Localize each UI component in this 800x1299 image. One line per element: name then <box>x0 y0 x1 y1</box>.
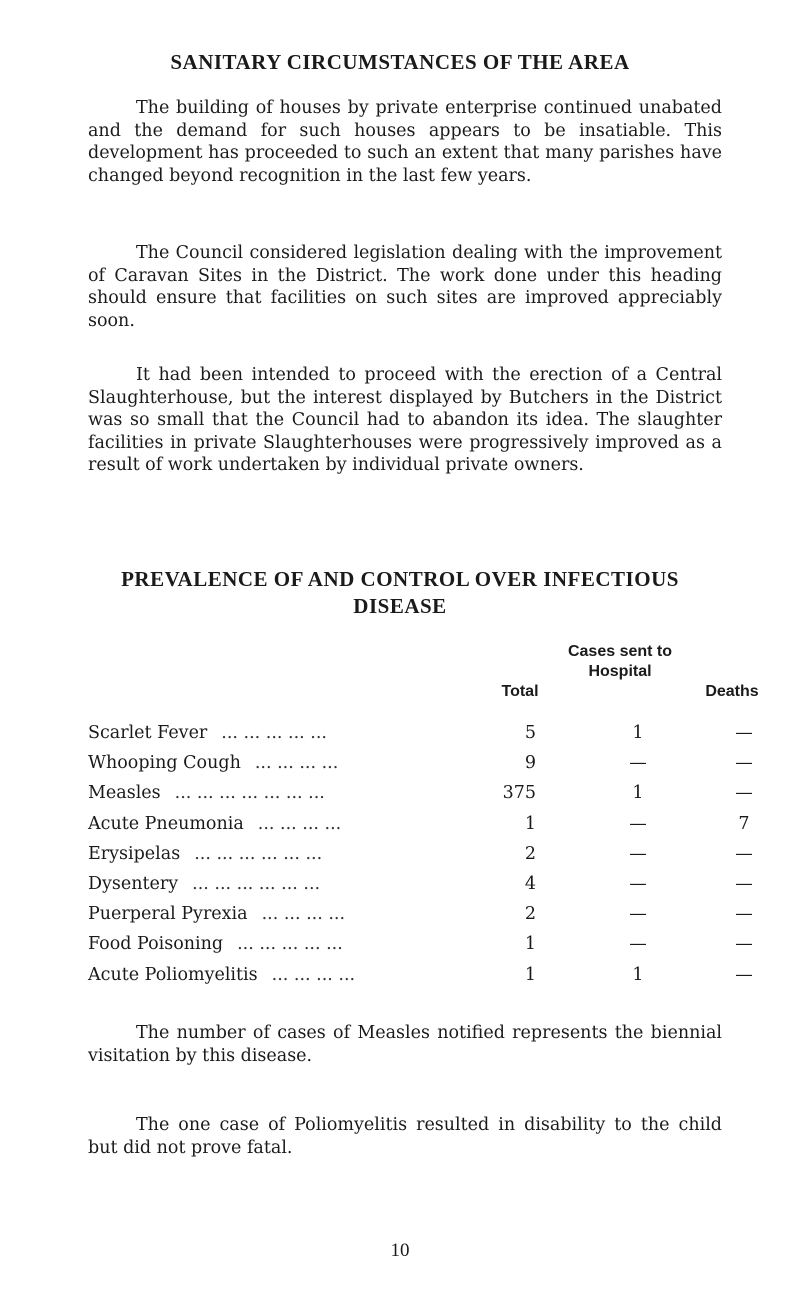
cell-total: 2 <box>524 843 536 864</box>
column-header-total: Total <box>501 683 539 700</box>
disease-name: Acute Poliomyelitis <box>88 964 258 985</box>
paragraph-measles-note: The number of cases of Measles notified represents the biennial visitation by this disease. <box>88 1023 722 1066</box>
section-heading-infectious-line1: PREVALENCE OF AND CONTROL OVER INFECTIOUS <box>121 567 679 591</box>
cell-hospital: — <box>629 843 647 864</box>
cell-hospital: — <box>629 874 647 894</box>
paragraph-caravan-sites: The Council considered legislation dealing with the improvement of Caravan Sites in the District. The work done under this heading should ensure that facilities on such sites are improved appreciably soon. <box>88 243 722 331</box>
cell-hospital: — <box>629 904 647 925</box>
disease-name: Erysipelas <box>88 843 181 864</box>
table-row <box>88 723 788 753</box>
disease-name: Acute Pneumonia <box>88 813 244 834</box>
leader-dots: ... ... ... ... ... ... ... <box>174 783 325 804</box>
section-heading-infectious-line2: DISEASE <box>353 594 447 618</box>
disease-name: Scarlet Fever <box>88 723 208 743</box>
section-heading-sanitary: SANITARY CIRCUMSTANCES OF THE AREA <box>170 50 630 74</box>
cell-total: 9 <box>524 753 536 774</box>
leader-dots: ... ... ... ... ... <box>237 934 343 955</box>
table-row <box>88 934 788 964</box>
disease-name: Measles <box>88 783 161 804</box>
cell-deaths: — <box>735 753 753 774</box>
cell-hospital: 1 <box>632 723 644 743</box>
cell-hospital: 1 <box>632 783 644 804</box>
table-row <box>88 814 788 844</box>
table-row <box>88 904 788 934</box>
cell-deaths: — <box>735 964 753 985</box>
paragraph-building-houses: The building of houses by private enterprise continued unabated and the demand for such houses appears to be insatiable. This development has proceeded to such an extent that many parishes have changed beyond recognition in the last few years. <box>88 98 722 186</box>
cell-deaths: — <box>735 874 753 894</box>
cell-hospital: — <box>629 934 647 955</box>
table-row <box>88 874 788 904</box>
leader-dots: ... ... ... ... <box>261 904 346 925</box>
cell-deaths: 7 <box>738 813 750 834</box>
cell-total: 1 <box>524 964 536 985</box>
disease-name: Food Poisoning <box>88 934 224 955</box>
cell-deaths: — <box>735 934 753 955</box>
leader-dots: ... ... ... ... ... ... <box>192 874 321 894</box>
cell-deaths: — <box>735 723 753 743</box>
cell-hospital: — <box>629 813 647 834</box>
disease-name: Puerperal Pyrexia <box>88 904 248 925</box>
cell-total: 1 <box>524 934 536 955</box>
disease-name: Dysentery <box>88 874 179 894</box>
table-row <box>88 965 788 995</box>
cell-total: 375 <box>502 783 536 804</box>
cell-deaths: — <box>735 843 753 864</box>
cell-total: 5 <box>524 723 536 743</box>
leader-dots: ... ... ... ... ... <box>221 723 327 743</box>
cell-hospital: 1 <box>632 964 644 985</box>
cell-total: 4 <box>524 874 536 894</box>
cell-total: 2 <box>524 904 536 925</box>
cell-total: 1 <box>524 813 536 834</box>
leader-dots: ... ... ... ... <box>254 753 339 774</box>
leader-dots: ... ... ... ... <box>257 813 342 834</box>
cell-deaths: — <box>735 904 753 925</box>
leader-dots: ... ... ... ... ... ... <box>194 843 323 864</box>
column-header-deaths: Deaths <box>705 683 759 700</box>
table-row <box>88 783 788 813</box>
paragraph-slaughterhouse: It had been intended to proceed with the erection of a Central Slaughterhouse, but the interest displayed by Butchers in the District was so small that the Council had to abandon its idea. The slaughter facilities in private Slaughterhouses were progressively improved as a result of work undertaken by individual private owners. <box>88 365 722 475</box>
table-row <box>88 753 788 783</box>
cell-deaths: — <box>735 783 753 804</box>
leader-dots: ... ... ... ... <box>271 964 356 985</box>
page-number: 10 <box>390 1240 410 1261</box>
column-header-hospital: Cases sent to Hospital <box>567 643 673 680</box>
disease-name: Whooping Cough <box>88 753 241 774</box>
cell-hospital: — <box>629 753 647 774</box>
table-row <box>88 844 788 874</box>
paragraph-polio-note: The one case of Poliomyelitis resulted in disability to the child but did not prove fatal. <box>88 1115 722 1158</box>
